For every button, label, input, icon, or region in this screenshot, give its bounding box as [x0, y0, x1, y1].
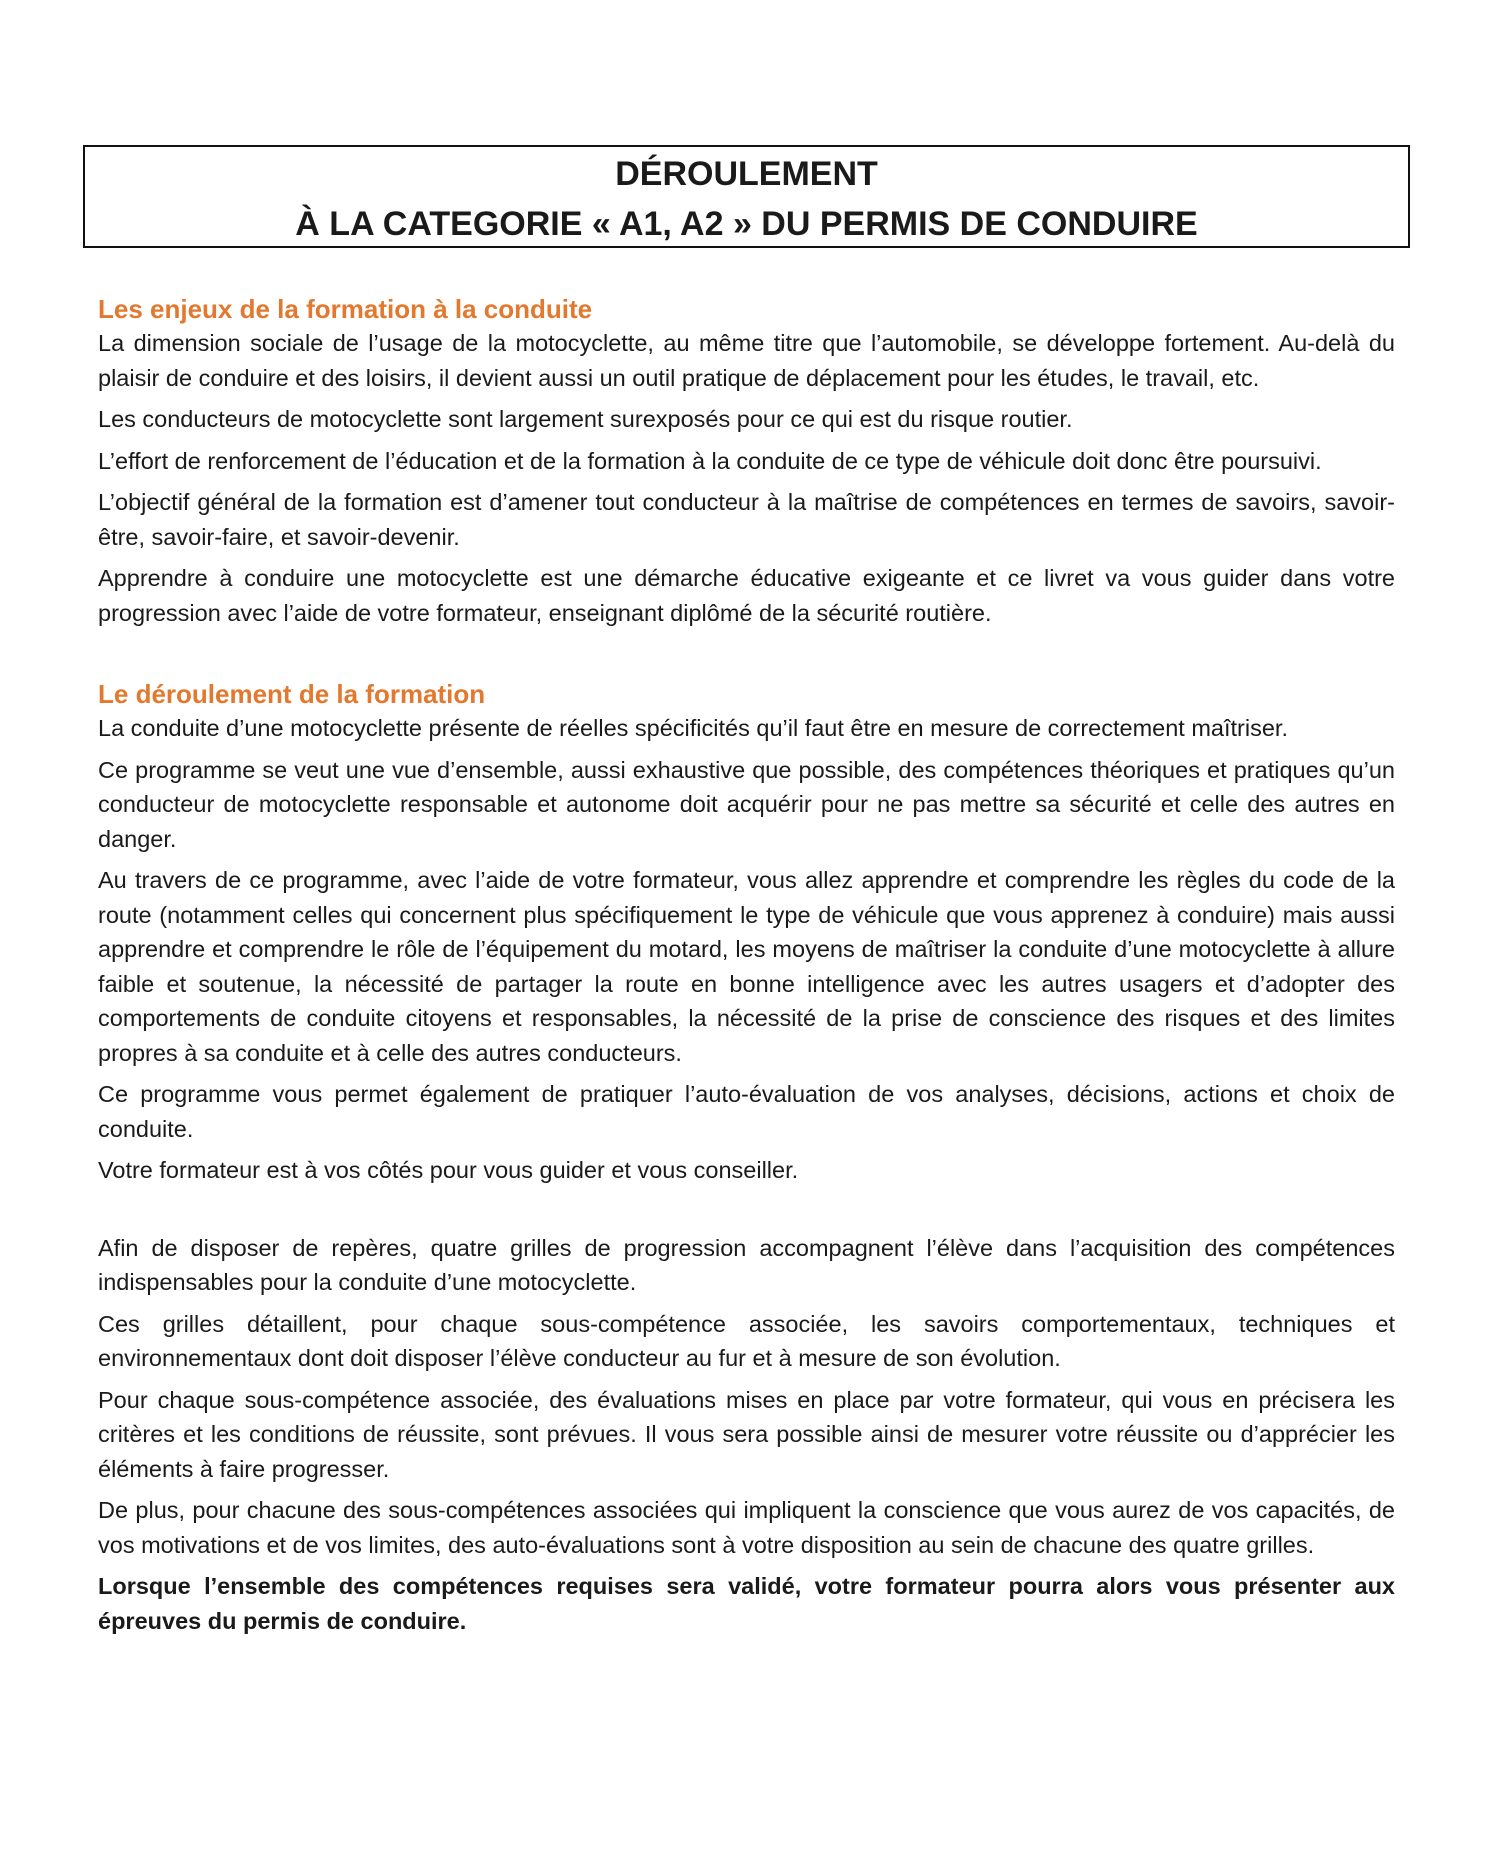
section-heading-deroulement: Le déroulement de la formation: [98, 679, 486, 709]
section-heading-enjeux: Les enjeux de la formation à la conduite: [98, 294, 593, 324]
paragraph: Les conducteurs de motocyclette sont largement surexposés pour ce qui est du risque routier.: [98, 406, 1073, 432]
paragraph: L’effort de renforcement de l’éducation et de la formation à la conduite de ce type de véhicule doit donc être poursuivi.: [98, 447, 1322, 474]
section-spacer: [98, 637, 1395, 677]
title-box: [83, 145, 1410, 248]
paragraph: L’objectif général de la formation est d’amener tout conducteur à la maîtrise de compétences en termes de savoirs, savoir-être, savoir-faire, et savoir-devenir.: [98, 489, 1395, 550]
title-line-1: DÉROULEMENT: [615, 155, 878, 193]
paragraph: Ces grilles détaillent, pour chaque sous-compétence associée, les savoirs comportementaux, techniques et environnementaux dont doit disposer l’élève conducteur au fur et à mesure de son évolution.: [98, 1310, 1395, 1371]
paragraph: Ce programme vous permet également de pratiquer l’auto-évaluation de vos analyses, décisions, actions et choix de conduite.: [98, 1081, 1395, 1142]
paragraph: Afin de disposer de repères, quatre grilles de progression accompagnent l’élève dans l’acquisition des compétences indispensables pour la conduite d’une motocyclette.: [98, 1234, 1395, 1295]
paragraph: Au travers de ce programme, avec l’aide de votre formateur, vous allez apprendre et comprendre les règles du code de la route (notamment celles qui concernent plus spécifiquement le type de véhicule que vous apprenez à conduire) mais aussi apprendre et comprendre le rôle de l’équipement du motard, les moyens de maîtriser la conduite d’une motocyclette à allure faible et soutenue, la nécessité de partager la route en bonne intelligence avec les autres usagers et d’adopter des comportements de conduite citoyens et responsables, la nécessité de la prise de conscience des risques et des limites propres à sa conduite et à celle des autres conducteurs.: [98, 867, 1395, 1066]
paragraph: La dimension sociale de l’usage de la motocyclette, au même titre que l’automobile, se développe fortement. Au-delà du plaisir de conduire et des loisirs, il devient aussi un outil pratique de déplacement pour les études, le travail, etc.: [98, 330, 1395, 391]
conclusion-paragraph: Lorsque l’ensemble des compétences requises sera validé, votre formateur pourra alors vous présenter aux épreuves du permis de conduire.: [98, 1573, 1395, 1634]
paragraph: Votre formateur est à vos côtés pour vous guider et vous conseiller.: [98, 1157, 799, 1183]
document-body: [98, 292, 1395, 1645]
paragraph: Pour chaque sous-compétence associée, des évaluations mises en place par votre formateur, qui vous en précisera les critères et les conditions de réussite, sont prévues. Il vous sera possible ainsi de mesurer votre réussite ou d’apprécier les éléments à faire progresser.: [98, 1386, 1395, 1482]
paragraph: La conduite d’une motocyclette présente de réelles spécificités qu’il faut être en mesure de correctement maîtriser.: [98, 715, 1288, 741]
title-line-2: À LA CATEGORIE « A1, A2 » DU PERMIS DE CONDUIRE: [295, 205, 1198, 243]
paragraph: Apprendre à conduire une motocyclette est une démarche éducative exigeante et ce livret va vous guider dans votre progression avec l’aide de votre formateur, enseignant diplômé de la sécurité routière.: [98, 565, 1395, 626]
paragraph: Ce programme se veut une vue d’ensemble, aussi exhaustive que possible, des compétences théoriques et pratiques qu’un conducteur de motocyclette responsable et autonome doit acquérir pour ne pas mettre sa sécurité et celle des autres en danger.: [98, 756, 1395, 852]
paragraph-spacer: [98, 1195, 1395, 1231]
paragraph: De plus, pour chacune des sous-compétences associées qui impliquent la conscience que vous aurez de vos capacités, de vos motivations et de vos limites, des auto-évaluations sont à votre disposition au sein de chacune des quatre grilles.: [98, 1497, 1395, 1558]
